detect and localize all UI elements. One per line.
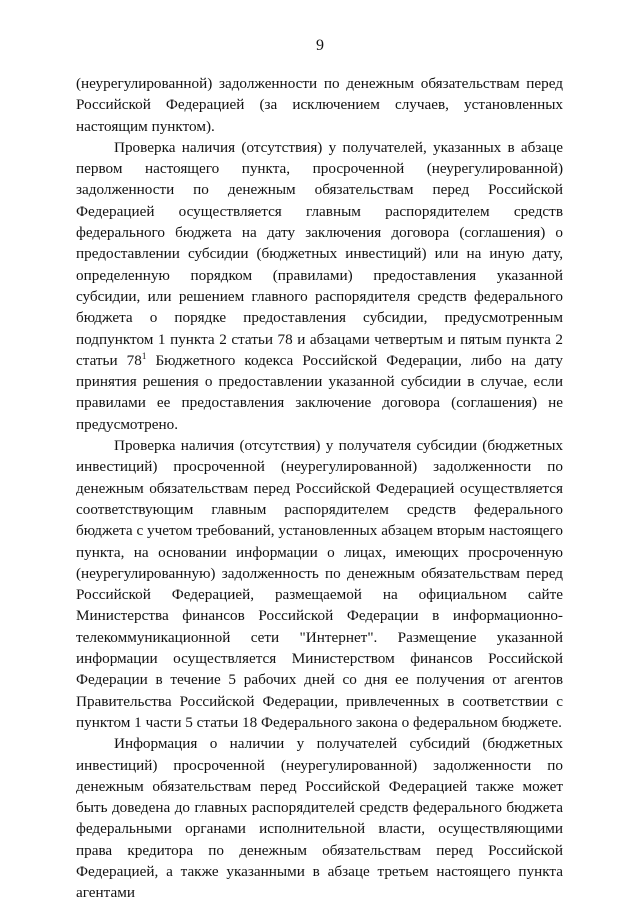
paragraph-4: Информация о наличии у получателей субсидий (бюджетных инвестиций) просроченной (неурегулированной) задолженности по денежным обязательствам перед Российской Федерацией также может быть доведена до главных распорядителей средств федерального бюджета федеральными органами исполнительной власти, осуществляющими права кредитора по денежным обязательствам перед Российской Федерацией, а также указанными в абзаце третьем настоящего пункта агентами (76, 735, 563, 902)
document-body (76, 73, 563, 904)
paragraph-2 (76, 137, 563, 435)
page-number: 9 (316, 37, 324, 54)
superscript-article-number: 1 (141, 350, 147, 361)
paragraph-1: (неурегулированной) задолженности по денежным обязательствам перед Российской Федерацией (за исключением случаев, установленных настоящим пунктом). (76, 75, 563, 135)
paragraph-3: Проверка наличия (отсутствия) у получателя субсидии (бюджетных инвестиций) просроченной (неурегулированной) задолженности по денежным обязательствам перед Российской Федерацией осуществляется соответствующим главным распорядителем средств федерального бюджета с учетом требований, установленных абзацем вторым настоящего пункта, на основании информации о лицах, имеющих просроченную (неурегулированную) задолженность по денежным обязательствам перед Российской Федерацией, размещаемой на официальном сайте Министерства финансов Российской Федерации в информационно-телекоммуникационной сети "Интернет". Размещение указанной информации осуществляется Министерством финансов Российской Федерации в течение 5 рабочих дней со дня ее получения от агентов Правительства Российской Федерации, привлеченных в соответствии с пунктом 1 части 5 статьи 18 Федерального закона о федеральном бюджете. (76, 437, 563, 731)
paragraph-2-text-end: Бюджетного кодекса Российской Федерации, либо на дату принятия решения о предоставлении указанной субсидии в случае, если правилами ее предоставления заключение договора (соглашения) не предусмотрено. (76, 351, 563, 433)
paragraph-2-text-start: Проверка наличия (отсутствия) у получателей, указанных в абзаце первом настоящего пункта, просроченной (неурегулированной) задолженности по денежным обязательствам перед Российской Федерацией осуществляется главным распорядителем средств федерального бюджета на дату заключения договора (соглашения) о предоставлении субсидии (бюджетных инвестиций) или на иную дату, определенную порядком (правилами) предоставления указанной субсидии, или решением главного распорядителя средств федерального бюджета о порядке предоставления субсидии, предусмотренным подпунктом 1 пункта 2 статьи 78 и абзацами четвертым и пятым пункта 2 статьи 78 (76, 138, 563, 369)
